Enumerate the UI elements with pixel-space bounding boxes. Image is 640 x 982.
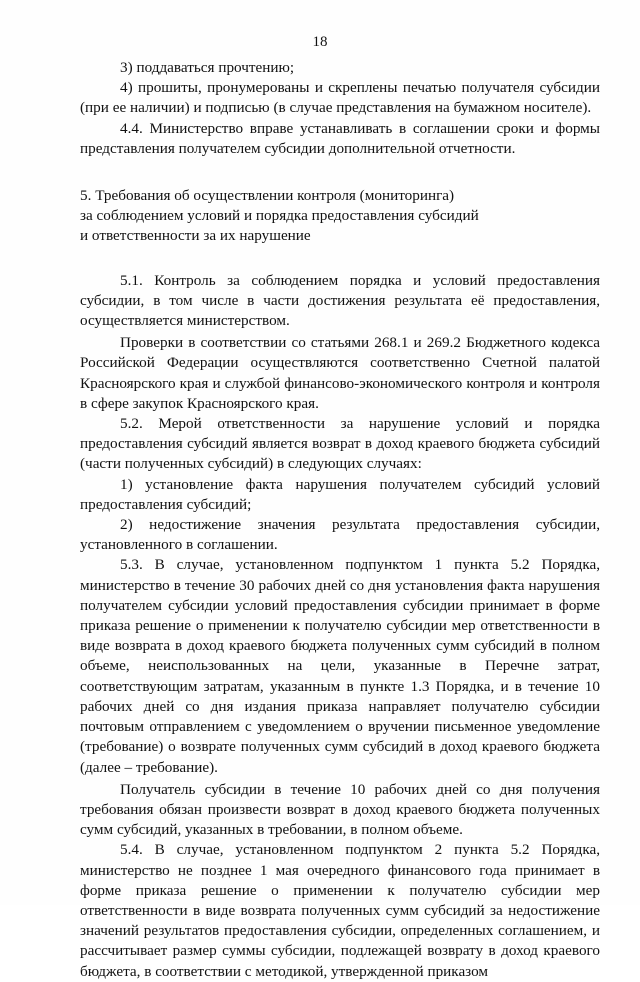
paragraph: 5.3. В случае, установленном подпунктом 1 пункта 5.2 Порядка, министерство в течение 30 рабочих дней со дня установления факта нарушения получателем субсидии условий предоставления субсидии принимает в форме приказа решение о применении к получателю субсидии мер ответственности в виде возврата в доход краевого бюджета полученных сумм субсидий в полном объеме, неиспользованных на цели, указанные в Перечне затрат, соответствующим затратам, указанным в пункте 1.3 Порядка, и в течение 10 рабочих дней со дня издания приказа направляет получателю субсидии почтовым отправлением с уведомлением о вручении письменное уведомление (требование) о возврате полученных сумм субсидий в доход краевого бюджета (далее – требование).	[80, 556, 600, 776]
document-body	[80, 58, 600, 982]
section-heading-line: и ответственности за их нарушение	[80, 227, 311, 245]
list-item: 2) недостижение значения результата предоставления субсидии, установленного в соглашении.	[80, 516, 600, 554]
paragraph: 3) поддаваться прочтению;	[120, 59, 295, 76]
paragraph: Получатель субсидии в течение 10 рабочих дней со дня получения требования обязан произвести возврат в доход краевого бюджета полученных сумм субсидий, указанных в требовании, в полном объеме.	[80, 780, 600, 839]
paragraph: 5.4. В случае, установленном подпунктом 2 пункта 5.2 Порядка, министерство не позднее 1 мая очередного финансового года принимает в форме приказа решение о применении к получателю субсидии мер ответственности в виде возврата полученных сумм субсидий за недостижение значений результатов предоставления субсидии, определенных соглашением, и рассчитывает размер суммы субсидии, подлежащей возврату в доход краевого бюджета, в соответствии с методикой, утвержденной приказом	[80, 841, 600, 980]
paragraph: Проверки в соответствии со статьями 268.1 и 269.2 Бюджетного кодекса Российской Федерации осуществляются соответственно Счетной палатой Красноярского края и службой финансово-экономического контроля и контроля в сфере закупок Красноярского края.	[80, 334, 600, 412]
section-heading-line: за соблюдением условий и порядка предоставления субсидий	[80, 207, 479, 225]
paragraph: 5.1. Контроль за соблюдением порядка и условий предоставления субсидии, в том числе в части достижения результата её предоставления, осуществляется министерством.	[80, 271, 600, 330]
paragraph: 4) прошиты, пронумерованы и скреплены печатью получателя субсидии (при ее наличии) и подписью (в случае представления на бумажном носителе).	[80, 79, 600, 117]
paragraph: 5.2. Мерой ответственности за нарушение условий и порядка предоставления субсидий является возврат в доход краевого бюджета субсидий (части полученных субсидий) в следующих случаях:	[80, 415, 600, 473]
section-heading	[80, 186, 600, 247]
paragraph: 4.4. Министерство вправе устанавливать в соглашении сроки и формы представления получателем субсидии дополнительной отчетности.	[80, 119, 600, 157]
page-number: 18	[312, 34, 328, 50]
section-heading-line: 5. Требования об осуществлении контроля (мониторинга)	[80, 187, 455, 205]
list-item: 1) установление факта нарушения получателем субсидий условий предоставления субсидий;	[80, 475, 600, 513]
